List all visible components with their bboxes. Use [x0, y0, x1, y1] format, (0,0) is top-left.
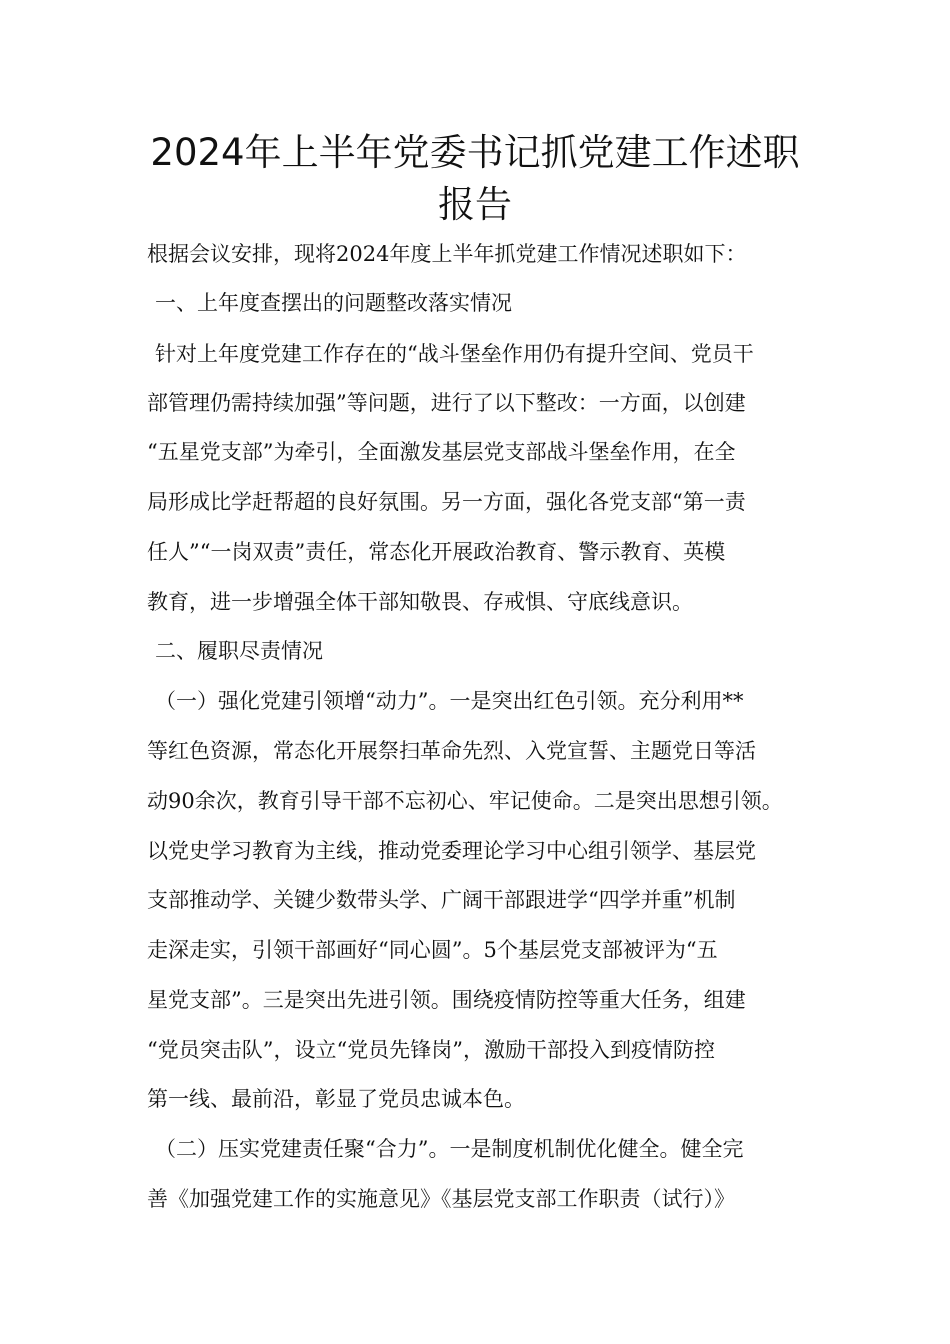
- paragraph-line: 任人”“一岗双责”责任，常态化开展政治教育、警示教育、英模: [147, 540, 726, 564]
- paragraph-line: （一）强化党建引领增“动力”。一是突出红色引领。充分利用**: [155, 689, 744, 713]
- paragraph-line: 支部推动学、关键少数带头学、广阔干部跟进学“四学并重”机制: [147, 888, 736, 912]
- intro-paragraph: 根据会议安排，现将2024年度上半年抓党建工作情况述职如下：: [147, 242, 747, 266]
- paragraph-line: 动90余次，教育引导干部不忘初心、牢记使命。二是突出思想引领。: [147, 789, 783, 813]
- paragraph-line: 善《加强党建工作的实施意见》《基层党支部工作职责（试行）》: [147, 1187, 735, 1211]
- paragraph-line: 等红色资源，常态化开展祭扫革命先烈、入党宣誓、主题党日等活: [147, 739, 756, 763]
- paragraph-line: “党员突击队”，设立“党员先锋岗”，激励干部投入到疫情防控: [147, 1038, 715, 1062]
- paragraph-line: “五星党支部”为牵引，全面激发基层党支部战斗堡垒作用，在全: [147, 440, 736, 464]
- paragraph-line: （二）压实党建责任聚“合力”。一是制度机制优化健全。健全完: [155, 1137, 744, 1161]
- section-heading-2: 二、履职尽责情况: [155, 639, 323, 663]
- paragraph-line: 第一线、最前沿，彰显了党员忠诚本色。: [147, 1087, 525, 1111]
- paragraph-line: 以党史学习教育为主线，推动党委理论学习中心组引领学、基层党: [147, 839, 756, 863]
- paragraph-line: 走深走实，引领干部画好“同心圆”。5个基层党支部被评为“五: [147, 938, 718, 962]
- paragraph-line: 针对上年度党建工作存在的“战斗堡垒作用仍有提升空间、党员干: [155, 342, 754, 366]
- paragraph-line: 局形成比学赶帮超的良好氛围。另一方面，强化各党支部“第一责: [147, 490, 746, 514]
- document-title-line-2: 报告: [438, 183, 512, 226]
- document-title-line-1: 2024年上半年党委书记抓党建工作述职: [150, 131, 800, 174]
- paragraph-line: 教育，进一步增强全体干部知敬畏、存戒惧、守底线意识。: [147, 590, 693, 614]
- section-heading-1: 一、上年度查摆出的问题整改落实情况: [155, 291, 512, 315]
- paragraph-line: 星党支部”。三是突出先进引领。围绕疫情防控等重大任务，组建: [147, 988, 746, 1012]
- paragraph-line: 部管理仍需持续加强”等问题，进行了以下整改：一方面，以创建: [147, 391, 746, 415]
